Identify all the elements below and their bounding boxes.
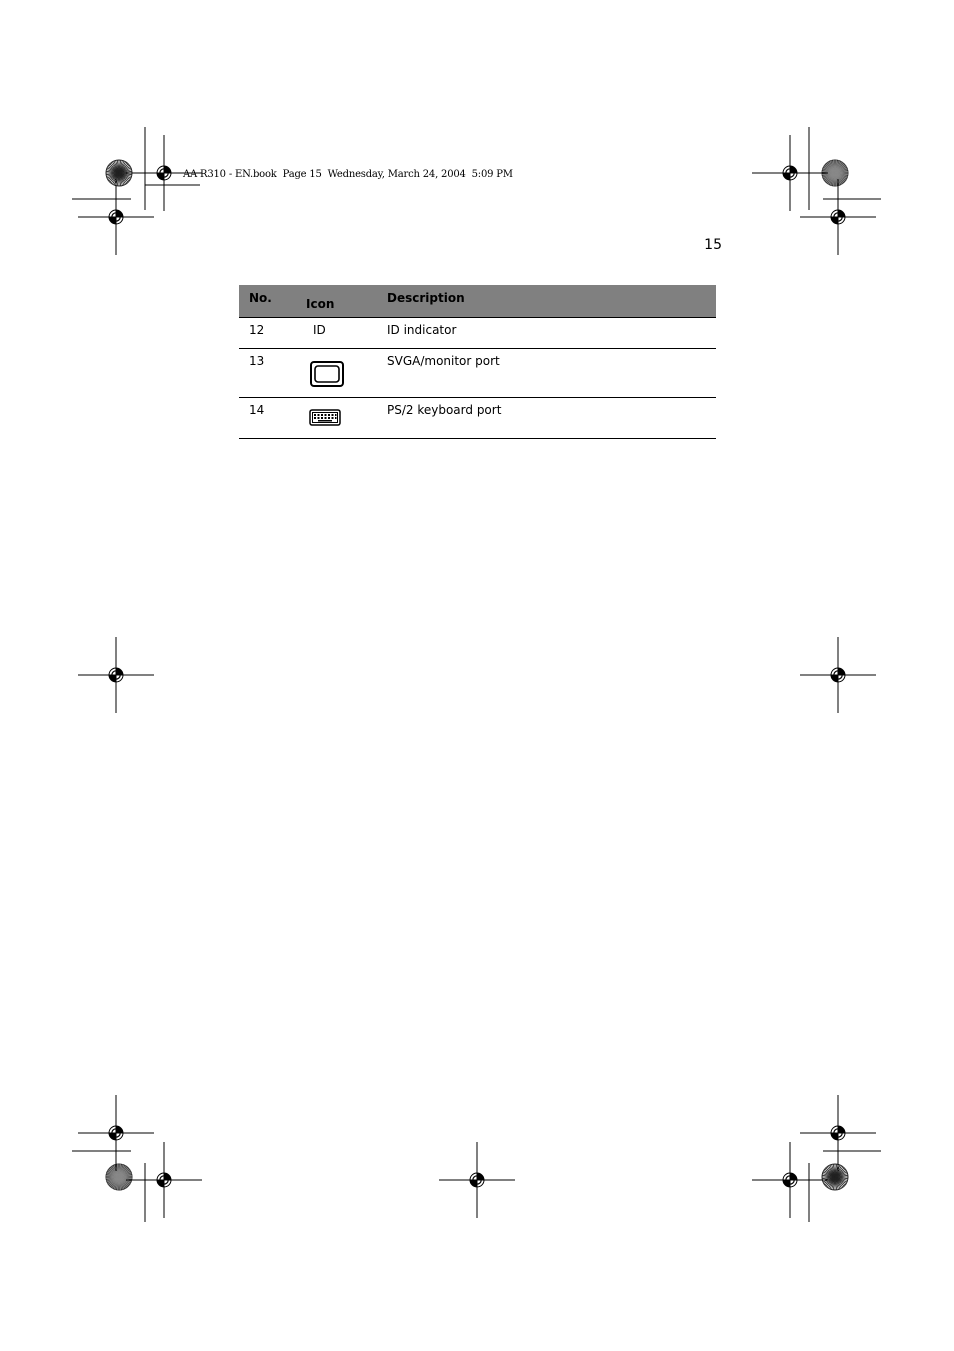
row-icon-cell [306,398,387,438]
header-no: No. [249,291,272,305]
header-description: Description [387,291,465,305]
monitor-port-icon [310,361,344,387]
table-row [239,349,716,398]
registration-target [752,135,828,211]
row-description: SVGA/monitor port [387,354,500,368]
registration-target [78,179,154,255]
table-row [239,398,716,439]
registration-target [800,179,876,255]
ports-table [239,285,716,439]
row-description: ID indicator [387,323,457,337]
registration-target [800,637,876,713]
keyboard-port-icon [309,409,341,426]
registration-target [126,1142,202,1218]
row-no: 12 [249,323,265,337]
row-no: 14 [249,403,265,417]
registration-target [78,637,154,713]
row-icon-cell [306,318,387,348]
row-no: 13 [249,354,265,368]
id-indicator-label: ID [313,323,326,337]
header-icon: Icon [306,297,335,311]
table-row [239,317,716,349]
page-number: 15 [704,237,722,253]
row-icon-cell [306,349,387,397]
color-bar-disc [106,1164,132,1190]
print-slug: AA R310 - EN.book Page 15 Wednesday, March 24, 2004 5:09 PM [183,169,513,180]
registration-target [78,1095,154,1171]
registration-target [800,1095,876,1171]
color-bar-disc [822,1164,848,1190]
registration-target [752,1142,828,1218]
registration-target [439,1142,515,1218]
row-description: PS/2 keyboard port [387,403,502,417]
table-header [239,285,716,317]
